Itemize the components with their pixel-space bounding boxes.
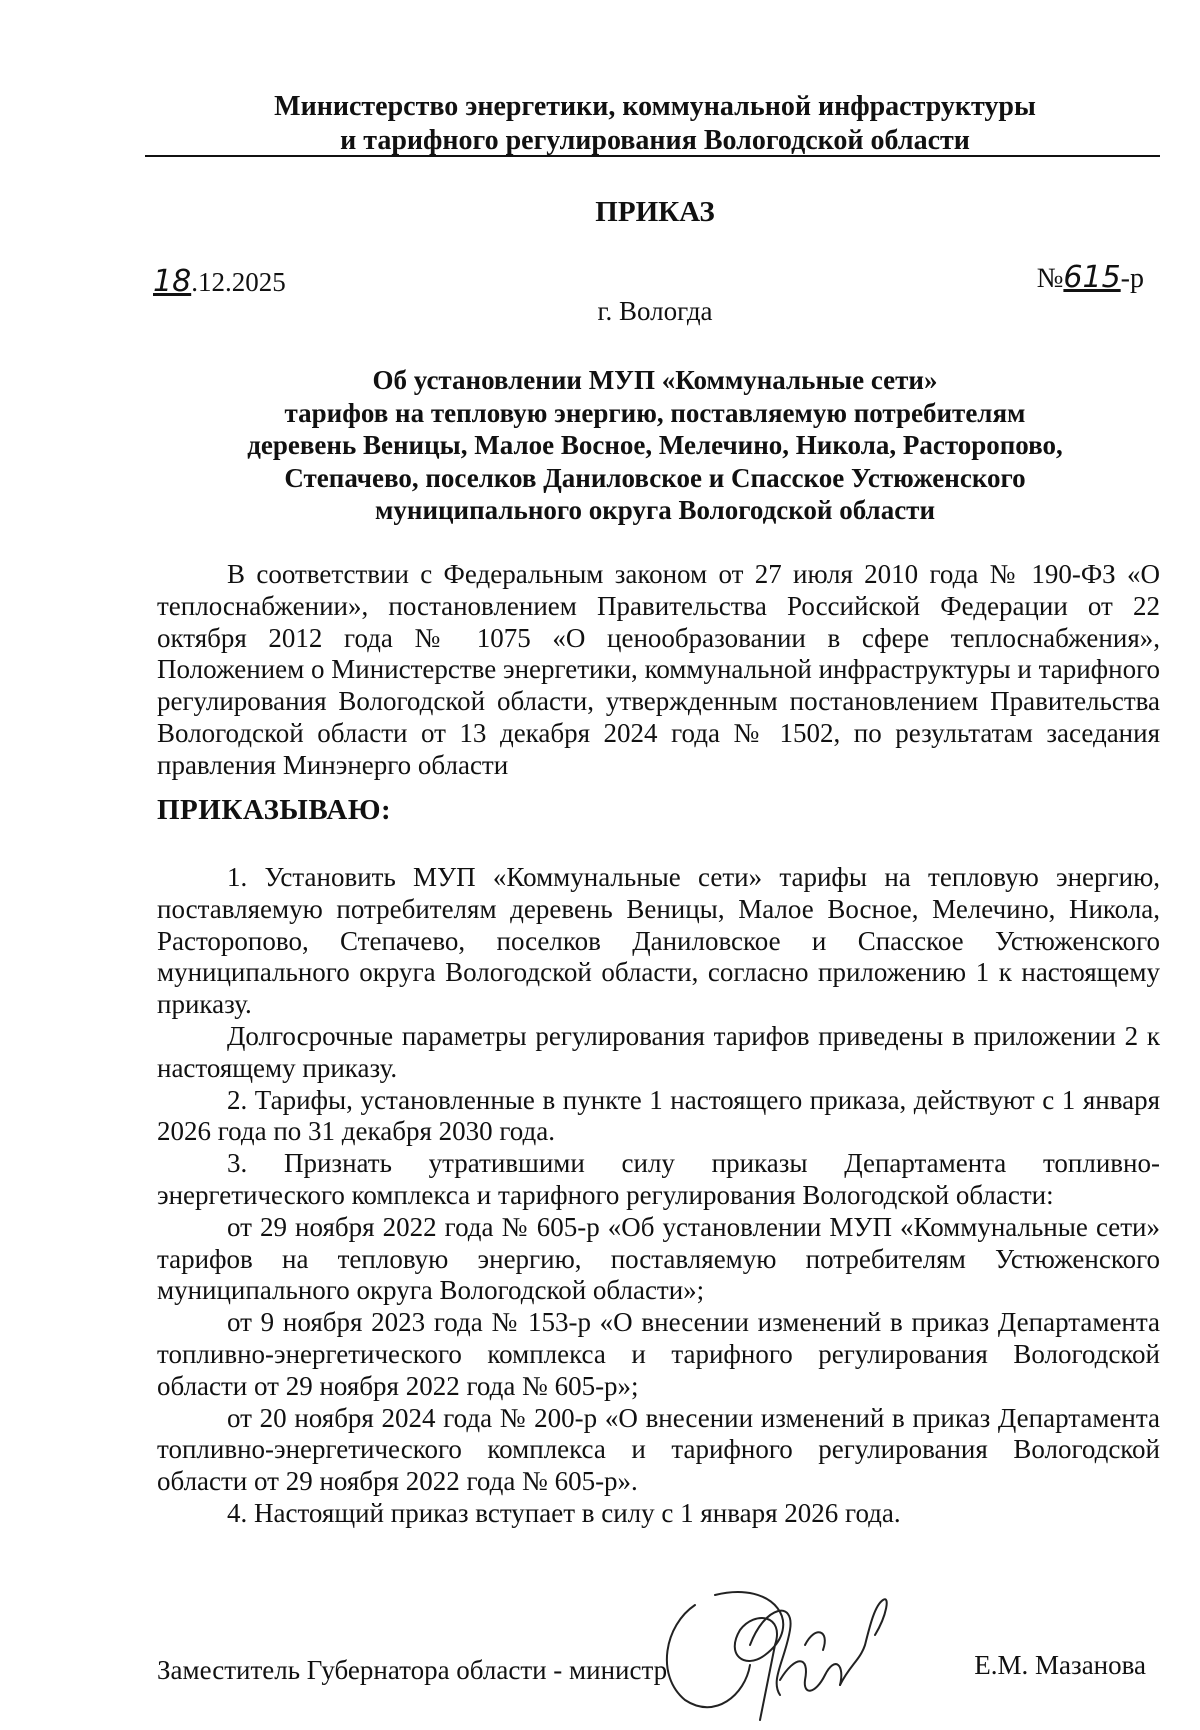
subject-line: Об установлении МУП «Коммунальные сети» (372, 365, 938, 395)
subject-line: Степачево, поселков Даниловское и Спасское Устюженского (284, 462, 1026, 493)
document-number (1037, 260, 1144, 295)
item-3-order-200: от 20 ноября 2024 года № 200-р «О внесении изменений в приказ Департамента топливно-энергетического комплекса и тарифного регулирования Вологодской области от 29 ноября 2022 года № 605-р». (157, 1402, 1160, 1497)
signatory-role: Заместитель Губернатора области - министр (157, 1655, 668, 1685)
item-3-order-153: от 9 ноября 2023 года № 153-р «О внесении изменений в приказ Департамента топливно-энергетического комплекса и тарифного регулирования Вологодской области от 29 ноября 2022 года № 605-р»; (157, 1307, 1160, 1401)
item-1: 1. Установить МУП «Коммунальные сети» тарифы на тепловую энергию, поставляемую потребителям деревень Веницы, Малое Восное, Мелечино, Никола, Расторопово, Степачево, поселков Даниловское и Спасское Устюженского муниципального округа Вологодской области, согласно приложению 1 к настоящему приказу. (157, 862, 1160, 1020)
item-3: 3. Признать утратившими силу приказы Департамента топливно-энергетического комплекса и тарифного регулирования Вологодской области: (157, 1148, 1160, 1210)
preamble-paragraph: В соответствии с Федеральным законом от 27 июля 2010 года № 190-ФЗ «О теплоснабжении», постановлением Правительства Российской Федерации от 22 октября 2012 года № 1075 «О ценообразовании в сфере теплоснабжения», Положением о Министерстве энергетики, коммунальной инфраструктуры и тарифного регулирования Вологодской области, утвержденным постановлением Правительства Вологодской области от 13 декабря 2024 года № 1502, по результатам заседания правления Минэнерго области (157, 559, 1160, 780)
signatory-name: Е.М. Мазанова (974, 1650, 1146, 1680)
handwritten-signature (655, 1585, 915, 1725)
order-word: ПРИКАЗЫВАЮ: (157, 794, 392, 826)
item-1-note: Долгосрочные параметры регулирования тарифов приведены в приложении 2 к настоящему приказу. (157, 1020, 1160, 1083)
subject-line: тарифов на тепловую энергию, поставляемую потребителям (284, 397, 1026, 428)
header-divider (145, 155, 1160, 157)
document-date (153, 264, 286, 299)
item-4: 4. Настоящий приказ вступает в силу с 1 января 2026 года. (227, 1497, 901, 1528)
order-items (157, 862, 1160, 1530)
item-3-order-605: от 29 ноября 2022 года № 605-р «Об установлении МУП «Коммунальные сети» тарифов на тепловую энергию, поставляемую потребителям Устюженского муниципального округа Вологодской области»; (157, 1211, 1160, 1306)
date-handwritten-day: 18 (153, 264, 192, 299)
document-subject (150, 364, 1160, 527)
number-prefix: № (1036, 263, 1064, 294)
preamble-block (157, 559, 1160, 782)
item-2: 2. Тарифы, установленные в пункте 1 настоящего приказа, действуют с 1 января 2026 года по 31 декабря 2030 года. (157, 1084, 1160, 1147)
ministry-header-line2: и тарифного регулирования Вологодской области (340, 125, 970, 156)
number-suffix: -р (1120, 263, 1144, 294)
document-city: г. Вологда (597, 296, 713, 326)
ministry-header-line1: Министерство энергетики, коммунальной инфраструктуры (274, 91, 1036, 122)
number-handwritten: 615 (1063, 260, 1121, 295)
subject-line: муниципального округа Вологодской области (375, 495, 935, 525)
document-type: ПРИКАЗ (595, 196, 715, 228)
date-rest: .12.2025 (191, 267, 286, 297)
subject-line: деревень Веницы, Малое Восное, Мелечино, Никола, Расторопово, (247, 430, 1063, 460)
